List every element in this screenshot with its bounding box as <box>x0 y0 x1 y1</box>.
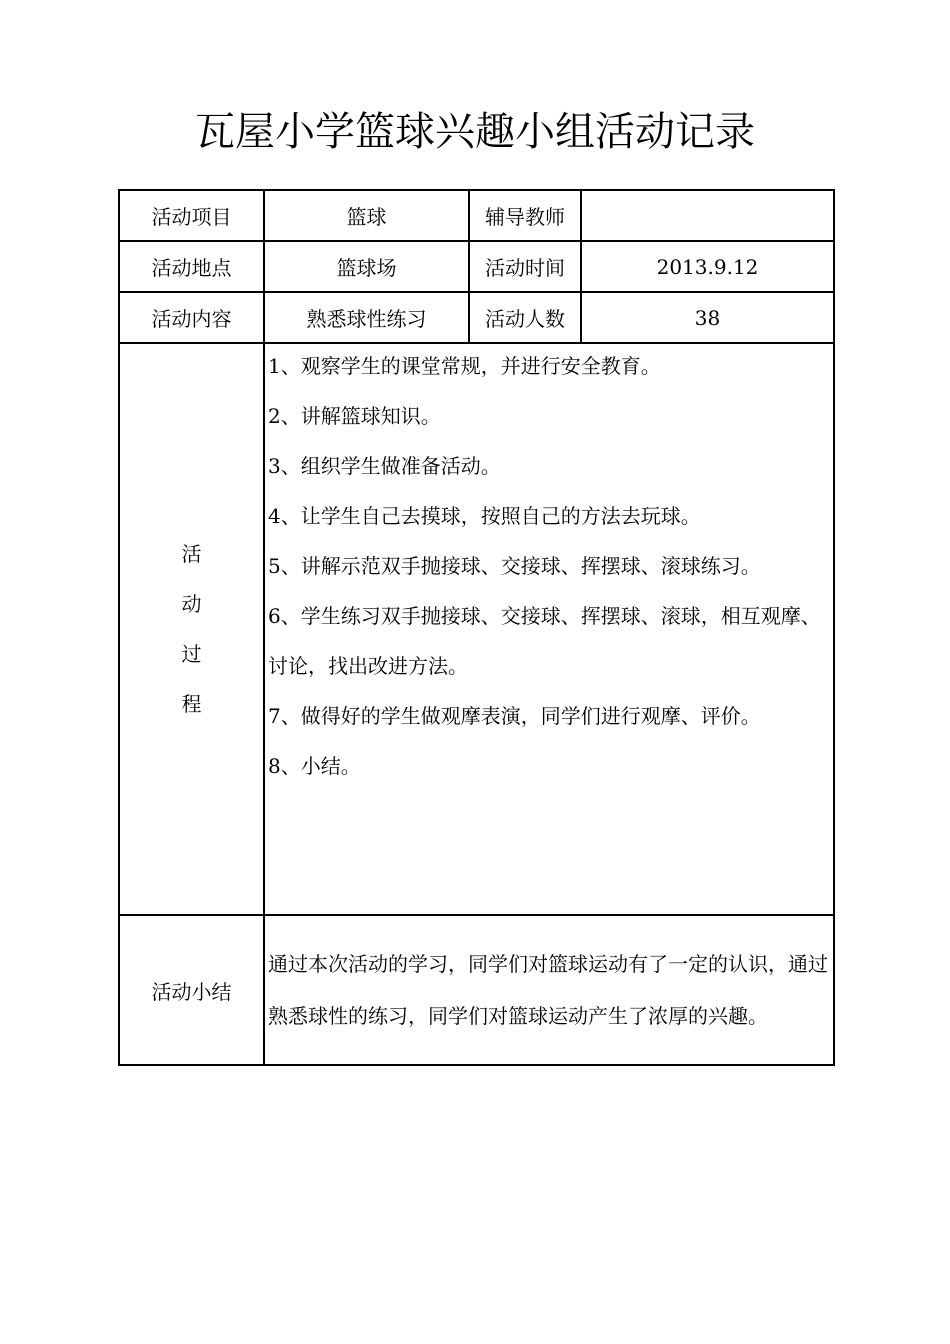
table-row <box>119 915 834 1065</box>
project-value: 篮球 <box>264 190 469 241</box>
process-step: 6、学生练习双手抛接球、交接球、挥摆球、滚球，相互观摩、讨论，找出改进方法。 <box>268 604 821 678</box>
process-step: 8、小结。 <box>268 754 361 778</box>
document-title: 瓦屋小学篮球兴趣小组活动记录 <box>195 109 755 155</box>
process-step: 1、观察学生的课堂常规，并进行安全教育。 <box>268 354 661 378</box>
process-step: 4、让学生自己去摸球，按照自己的方法去玩球。 <box>268 504 701 528</box>
process-step: 3、组织学生做准备活动。 <box>268 454 501 478</box>
process-label-char: 动 <box>181 592 202 616</box>
table-row <box>119 343 834 915</box>
teacher-value <box>581 190 834 241</box>
process-label-char: 程 <box>181 692 202 716</box>
location-value: 篮球场 <box>264 241 469 292</box>
process-label-char: 过 <box>181 642 202 666</box>
summary-text: 通过本次活动的学习，同学们对篮球运动有了一定的认识，通过熟悉球性的练习，同学们对篮球运动产生了浓厚的兴趣。 <box>264 915 834 1065</box>
count-value: 38 <box>581 292 834 343</box>
table-row <box>119 190 834 241</box>
process-step: 5、讲解示范双手抛接球、交接球、挥摆球、滚球练习。 <box>268 554 761 578</box>
teacher-label: 辅导教师 <box>469 190 581 241</box>
process-step: 2、讲解篮球知识。 <box>268 404 441 428</box>
count-label: 活动人数 <box>469 292 581 343</box>
project-label: 活动项目 <box>119 190 264 241</box>
time-label: 活动时间 <box>469 241 581 292</box>
location-label: 活动地点 <box>119 241 264 292</box>
process-label <box>119 343 264 915</box>
time-value: 2013.9.12 <box>581 241 834 292</box>
content-label: 活动内容 <box>119 292 264 343</box>
table-row <box>119 292 834 343</box>
summary-label: 活动小结 <box>119 915 264 1065</box>
activity-record-table <box>118 189 835 1066</box>
process-steps <box>264 343 834 915</box>
content-value: 熟悉球性练习 <box>264 292 469 343</box>
table-row <box>119 241 834 292</box>
process-label-char: 活 <box>181 542 202 566</box>
process-step: 7、做得好的学生做观摩表演，同学们进行观摩、评价。 <box>268 704 761 728</box>
